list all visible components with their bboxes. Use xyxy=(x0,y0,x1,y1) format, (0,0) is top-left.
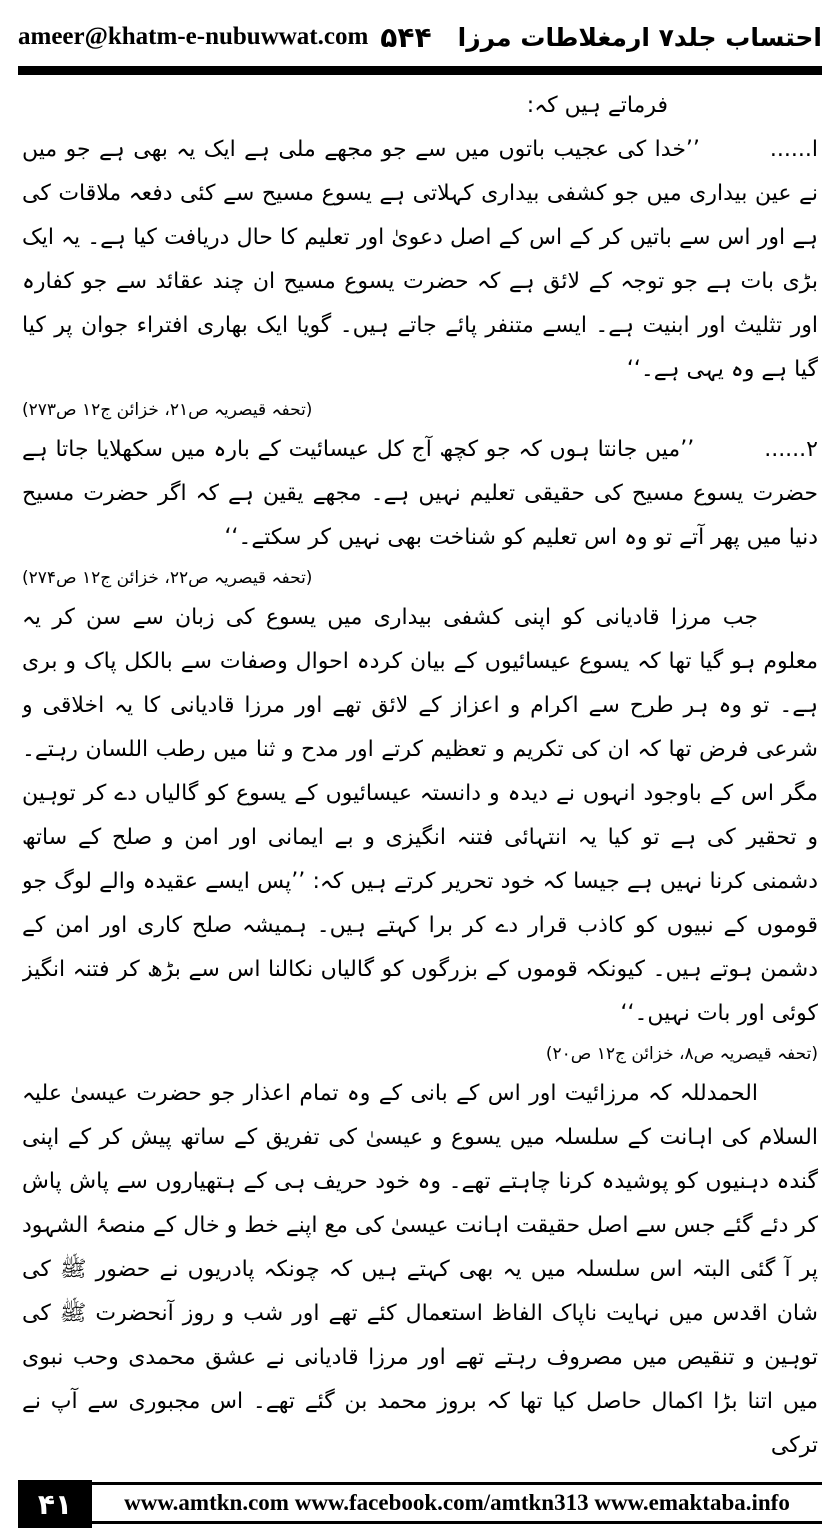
page-body xyxy=(22,84,818,1460)
quote-2-text: ’’میں جانتا ہوں کہ جو کچھ آج کل عیسائیت کے بارہ میں سکھلایا جاتا ہے حضرت یسوع مسیح کی حقیقی تعلیم نہیں ہے۔ مجھے یقین ہے کہ اگر حضرت مسیح دنیا میں پھر آتے تو وہ اس تعلیم کو شناخت بھی نہیں کر سکتے۔‘‘ xyxy=(22,437,818,550)
intro-line: فرماتے ہیں کہ: xyxy=(526,93,668,118)
reference-3: (تحفہ قیصریہ ص۸، خزائن ج۱۲ ص۲۰) xyxy=(545,1044,818,1064)
header-email: ameer@khatm-e-nubuwwat.com xyxy=(18,23,369,50)
quote-1-text: ’’خدا کی عجیب باتوں میں سے جو مجھے ملی ہے ایک یہ بھی ہے جو میں نے عین بیداری میں جو کشفی بیداری کہلاتی ہے یسوع مسیح سے کئی دفعہ ملاقات کی ہے اور اس سے باتیں کر کے اس کے اصل دعویٰ اور تعلیم کا حال دریافت کیا ہے۔ یہ ایک بڑی بات ہے جو توجہ کے لائق ہے کہ حضرت یسوع مسیح ان چند عقائد سے جو کفارہ اور تثلیث اور ابنیت ہے۔ ایسے متنفر پائے جاتے ہیں۔ گویا ایک بھاری افتراء جوان پر کیا گیا ہے وہ یہی ہے۔‘‘ xyxy=(22,137,818,382)
quote-2 xyxy=(22,428,818,560)
quote-1-reference: (تحفہ قیصریہ ص۲۱، خزائن ج۱۲ ص۲۷۳) xyxy=(22,400,313,420)
header-page-number: ۵۴۴ xyxy=(380,20,432,54)
page-header xyxy=(18,14,822,60)
footer-page-badge: ۴۱ xyxy=(18,1480,92,1528)
footer-links[interactable]: www.amtkn.com www.facebook.com/amtkn313 www.emaktaba.info xyxy=(92,1482,822,1524)
quote-1 xyxy=(22,128,818,392)
header-rule xyxy=(18,66,822,75)
page-footer xyxy=(18,1472,822,1528)
paragraph-1: جب مرزا قادیانی کو اپنی کشفی بیداری میں یسوع کی زبان سے سن کر یہ معلوم ہو گیا تھا کہ یسوع عیسائیوں کے بیان کردہ احوال وصفات سے بالکل پاک و بری ہے۔ تو وہ ہر طرح سے اکرام و اعزاز کے لائق تھے اور مرزا قادیانی کا یہ اخلاقی و شرعی فرض تھا کہ ان کی تکریم و تعظیم کرتے اور مدح و ثنا میں رطب اللسان رہتے۔ مگر اس کے باوجود انہوں نے دیدہ و دانستہ عیسائیوں کے یسوع کو گالیاں دے کر توہین و تحقیر کی ہے تو کیا یہ انتہائی فتنہ انگیزی و بے ایمانی اور امن و صلح کے ساتھ دشمنی کرنا نہیں ہے جیسا کہ خود تحریر کرتے ہیں کہ: ’’پس ایسے عقیدہ والے لوگ جو قوموں کے نبیوں کو کاذب قرار دے کر برا کہتے ہیں۔ ہمیشہ صلح کاری اور امن کے دشمن ہوتے ہیں۔ کیونکہ قوموں کے بزرگوں کو گالیاں نکالنا اس سے بڑھ کر فتنہ انگیز کوئی اور بات نہیں۔‘‘ xyxy=(22,605,818,1026)
header-left xyxy=(18,21,432,54)
quote-2-number: ۲...... xyxy=(764,437,818,462)
paragraph-2: الحمدللہ کہ مرزائیت اور اس کے بانی کے وہ تمام اعذار جو حضرت عیسیٰ علیہ السلام کی اہانت کے سلسلہ میں یسوع و عیسیٰ کی تفریق کے ساتھ پیش کر کے اپنی گندہ دہنیوں کو پوشیدہ کرنا چاہتے تھے۔ وہ خود حریف ہی کے ہتھیاروں سے پاش پاش کر دئے گئے جس سے اصل حقیقت اہانت عیسیٰ کی مع اپنے خط و خال کے منصۂ الشہود پر آ گئی البتہ اس سلسلہ میں یہ بھی کہتے ہیں کہ چونکہ پادریوں نے حضور ﷺ کی شان اقدس میں نہایت ناپاک الفاظ استعمال کئے تھے اور شب و روز آنحضرت ﷺ کی توہین و تنقیص میں مصروف رہتے تھے اور مرزا قادیانی نے عشق محمدی وحب نبوی میں اتنا بڑا اکمال حاصل کیا تھا کہ بروز محمد بن گئے تھے۔ اس مجبوری سے آپ نے ترکی xyxy=(22,1081,818,1458)
quote-2-reference: (تحفہ قیصریہ ص۲۲، خزائن ج۱۲ ص۲۷۴) xyxy=(22,568,313,588)
header-book-title: احتساب جلد۷ ارمغلاطات مرزا xyxy=(457,22,822,52)
quote-1-number: ا...... xyxy=(769,137,818,162)
